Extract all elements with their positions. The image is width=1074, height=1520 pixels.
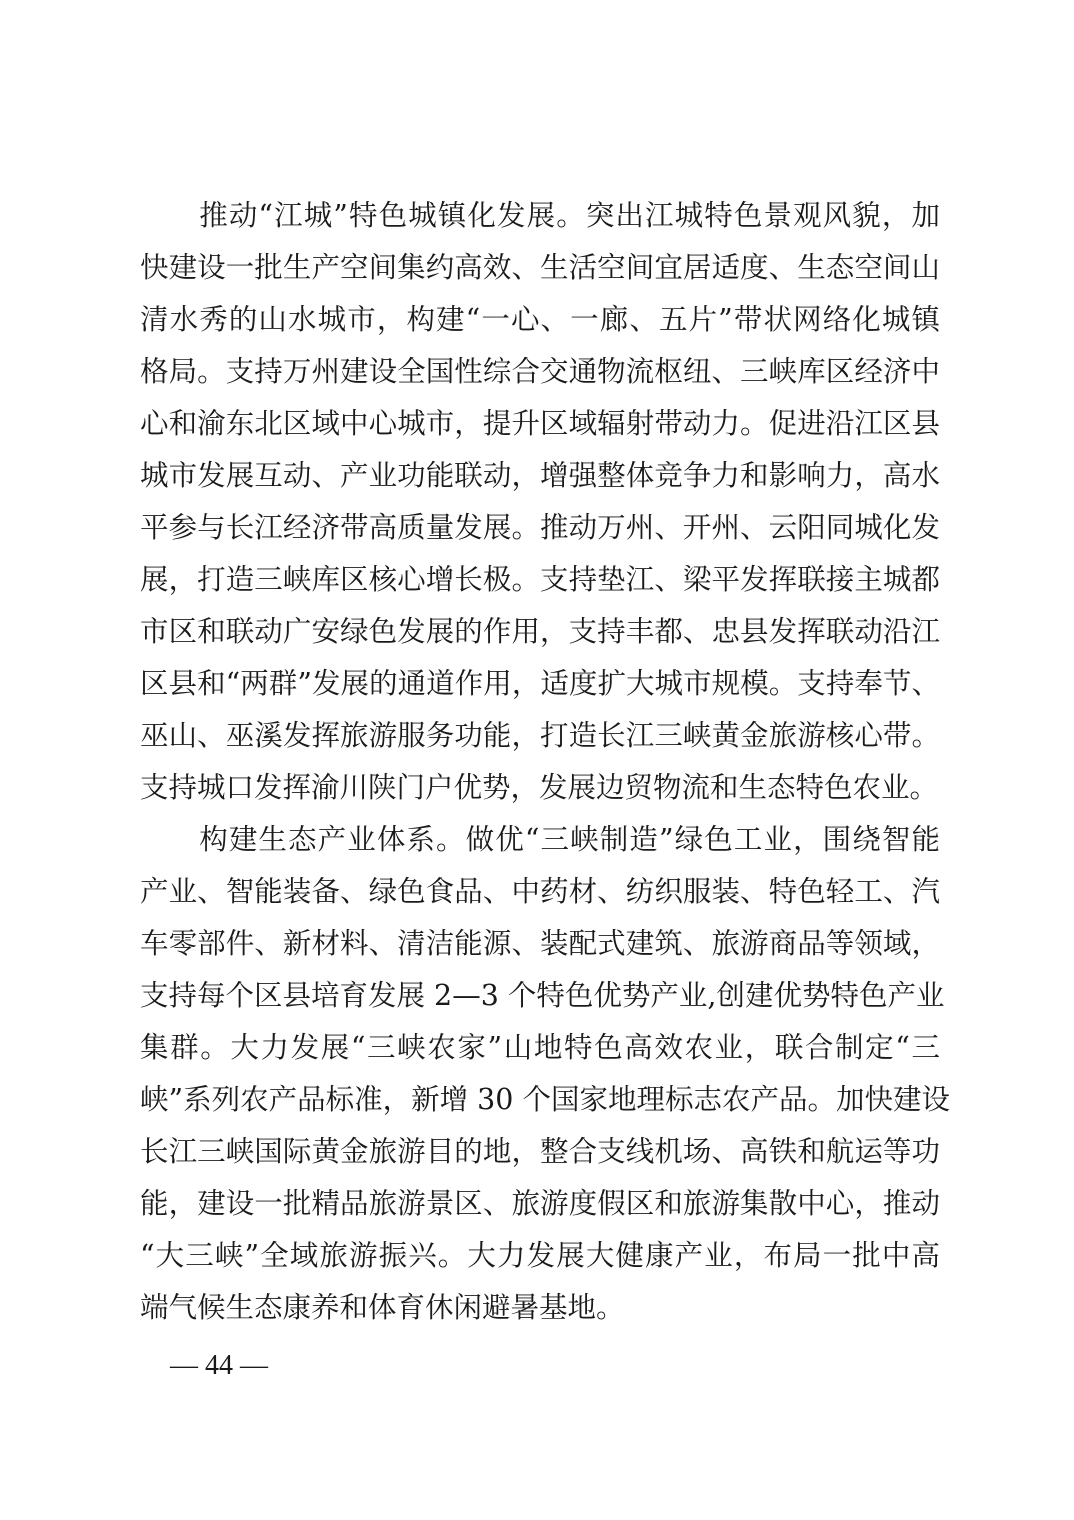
text-line: 心和渝东北区域中心城市，提升区域辐射带动力。促进沿江区县 (140, 407, 940, 440)
text-line: 推动“江城”特色城镇化发展。突出江城特色景观风貌，加 (140, 199, 940, 232)
text-line: 能，建设一批精品旅游景区、旅游度假区和旅游集散中心，推动 (140, 1187, 940, 1220)
text-line: 快建设一批生产空间集约高效、生活空间宜居适度、生态空间山 (140, 251, 940, 284)
text-line: 区县和“两群”发展的通道作用，适度扩大城市规模。支持奉节、 (140, 667, 940, 700)
paragraph-jiangcheng (140, 190, 940, 814)
body-text (140, 190, 950, 1334)
text-line: “大三峡”全域旅游振兴。大力发展大健康产业，布局一批中高 (140, 1239, 940, 1272)
text-line: 产业、智能装备、绿色食品、中药材、纺织服装、特色轻工、汽 (140, 875, 940, 908)
paragraph-eco-industry (140, 814, 950, 1334)
text-line: 长江三峡国际黄金旅游目的地，整合支线机场、高铁和航运等功 (140, 1135, 940, 1168)
text-line: 市区和联动广安绿色发展的作用，支持丰都、忠县发挥联动沿江 (140, 615, 940, 648)
text-line: 端气候生态康养和体育休闲避暑基地。 (140, 1291, 625, 1324)
text-line: 车零部件、新材料、清洁能源、装配式建筑、旅游商品等领域， (140, 927, 940, 960)
text-line: 支持城口发挥渝川陕门户优势，发展边贸物流和生态特色农业。 (140, 771, 939, 804)
text-line: 支持每个区县培育发展 2—3 个特色优势产业,创建优势特色产业 (140, 979, 945, 1012)
text-line: 格局。支持万州建设全国性综合交通物流枢纽、三峡库区经济中 (140, 355, 940, 388)
text-line: 展，打造三峡库区核心增长极。支持垫江、梁平发挥联接主城都 (140, 563, 940, 596)
text-line: 平参与长江经济带高质量发展。推动万州、开州、云阳同城化发 (140, 511, 940, 544)
text-line: 城市发展互动、产业功能联动，增强整体竞争力和影响力，高水 (140, 459, 940, 492)
text-line: 巫山、巫溪发挥旅游服务功能，打造长江三峡黄金旅游核心带。 (140, 719, 940, 752)
text-line: 集群。大力发展“三峡农家”山地特色高效农业，联合制定“三 (140, 1031, 940, 1064)
page-number: — 44 — (170, 1350, 268, 1381)
text-line: 峡”系列农产品标准，新增 30 个国家地理标志农产品。加快建设 (140, 1083, 950, 1116)
text-line: 构建生态产业体系。做优“三峡制造”绿色工业，围绕智能 (140, 823, 940, 856)
text-line: 清水秀的山水城市，构建“一心、一廊、五片”带状网络化城镇 (140, 303, 940, 336)
